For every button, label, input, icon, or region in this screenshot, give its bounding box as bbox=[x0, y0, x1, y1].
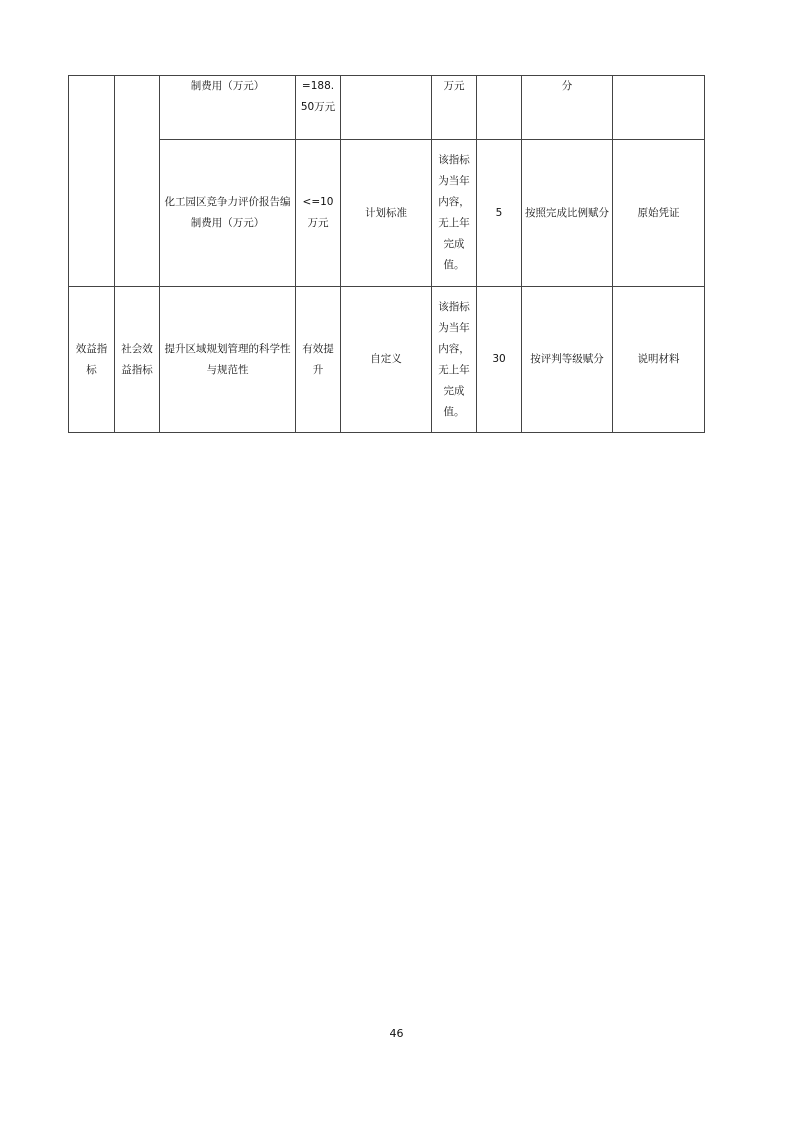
score-cell: 30 bbox=[477, 287, 522, 433]
performance-indicator-table bbox=[68, 75, 705, 433]
last-year-cell: 该指标为当年内容，无上年完成值。 bbox=[432, 287, 477, 433]
indicator-cell: 化工园区竞争力评价报告编制费用（万元） bbox=[160, 140, 296, 287]
target-value-cell: <=10万元 bbox=[296, 140, 341, 287]
evidence-cell: 说明材料 bbox=[613, 287, 705, 433]
level1-cell-empty bbox=[69, 76, 115, 287]
target-value-cell: =188.50万元 bbox=[296, 76, 341, 140]
standard-cell bbox=[341, 76, 432, 140]
standard-cell: 计划标准 bbox=[341, 140, 432, 287]
indicator-cell: 制费用（万元） bbox=[160, 76, 296, 140]
evidence-cell: 原始凭证 bbox=[613, 140, 705, 287]
table-row bbox=[69, 287, 705, 433]
standard-cell: 自定义 bbox=[341, 287, 432, 433]
score-cell: 5 bbox=[477, 140, 522, 287]
target-value-cell: 有效提升 bbox=[296, 287, 341, 433]
evidence-cell bbox=[613, 76, 705, 140]
table-row bbox=[69, 140, 705, 287]
level1-cell: 效益指标 bbox=[69, 287, 115, 433]
scoring-method-cell: 按评判等级赋分 bbox=[522, 287, 613, 433]
indicator-cell: 提升区域规划管理的科学性与规范性 bbox=[160, 287, 296, 433]
last-year-cell: 万元 bbox=[432, 76, 477, 140]
page-number: 46 bbox=[389, 1027, 404, 1040]
level2-cell: 社会效益指标 bbox=[115, 287, 160, 433]
score-cell bbox=[477, 76, 522, 140]
scoring-method-cell: 按照完成比例赋分 bbox=[522, 140, 613, 287]
table-row bbox=[69, 76, 705, 140]
last-year-cell: 该指标为当年内容，无上年完成值。 bbox=[432, 140, 477, 287]
scoring-method-cell: 分 bbox=[522, 76, 613, 140]
level2-cell-empty bbox=[115, 76, 160, 287]
